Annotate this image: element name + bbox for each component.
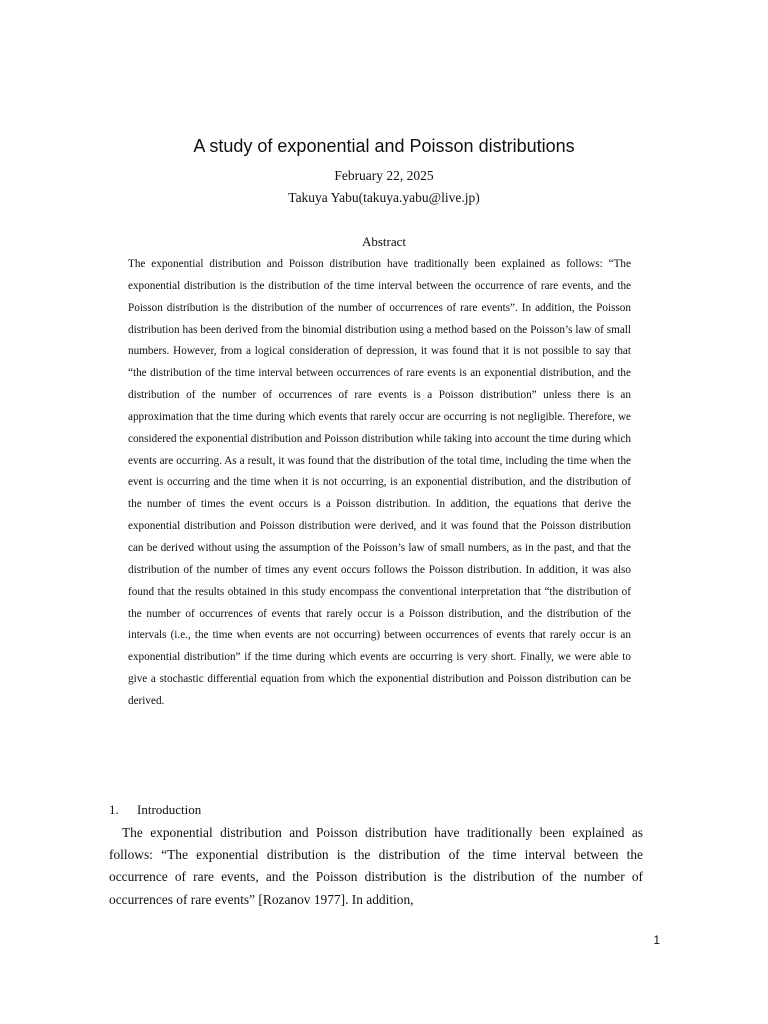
paper-title: A study of exponential and Poisson distributions xyxy=(193,136,575,156)
page-number: 1 xyxy=(653,933,660,947)
paper-author: Takuya Yabu(takuya.yabu@live.jp) xyxy=(288,190,480,205)
introduction-text: The exponential distribution and Poisson distribution have traditionally been explained as follows: “The exponential distribution is the distribution of the time interval between the occurrence of rare events, and the Poisson distribution is the distribution of the number of occurrences of rare events” [Rozanov 1977]. In addition, xyxy=(109,825,643,907)
section-heading xyxy=(109,801,201,819)
abstract-heading: Abstract xyxy=(361,234,407,249)
section-title: Introduction xyxy=(137,802,202,817)
section-number: 1. xyxy=(109,802,119,817)
paper-date: February 22, 2025 xyxy=(334,168,434,183)
abstract-text: The exponential distribution and Poisson distribution have traditionally been explained as follows: “The exponential distribution is the distribution of the time interval between the occurrence of rare events, and the Poisson distribution is the distribution of the number of occurrences of rare events”. In addition, the Poisson distribution has been derived from the binomial distribution using a method based on the Poisson’s law of small numbers. However, from a logical consideration of depression, it was found that it is not possible to say that “the distribution of the time interval between occurrences of rare events is an exponential distribution, and the distribution of the number of occurrences of rare events is a Poisson distribution” unless there is an approximation that the time during which events that rarely occur are occurring is not negligible. Therefore, we considered the exponential distribution and Poisson distribution while taking into account the time during which events are occurring. As a result, it was found that the distribution of the total time, including the time when the event is occurring and the time when it is not occurring, is an exponential distribution, and the distribution of the number of times the event occurs is a Poisson distribution. In addition, the equations that derive the exponential distribution and Poisson distribution were derived, and it was found that the Poisson distribution can be derived without using the assumption of the Poisson’s law of small numbers, as in the past, and that the distribution of the number of times any event occurs follows the Poisson distribution. In addition, it was also found that the results obtained in this study encompass the conventional interpretation that “the distribution of the number of occurrences of events that rarely occur is a Poisson distribution, and the distribution of the intervals (i.e., the time when events are not occurring) between occurrences of events that rarely occur is an exponential distribution” if the time during which events are occurring is very short. Finally, we were able to give a stochastic differential equation from which the exponential distribution and Poisson distribution can be derived. xyxy=(128,258,631,707)
